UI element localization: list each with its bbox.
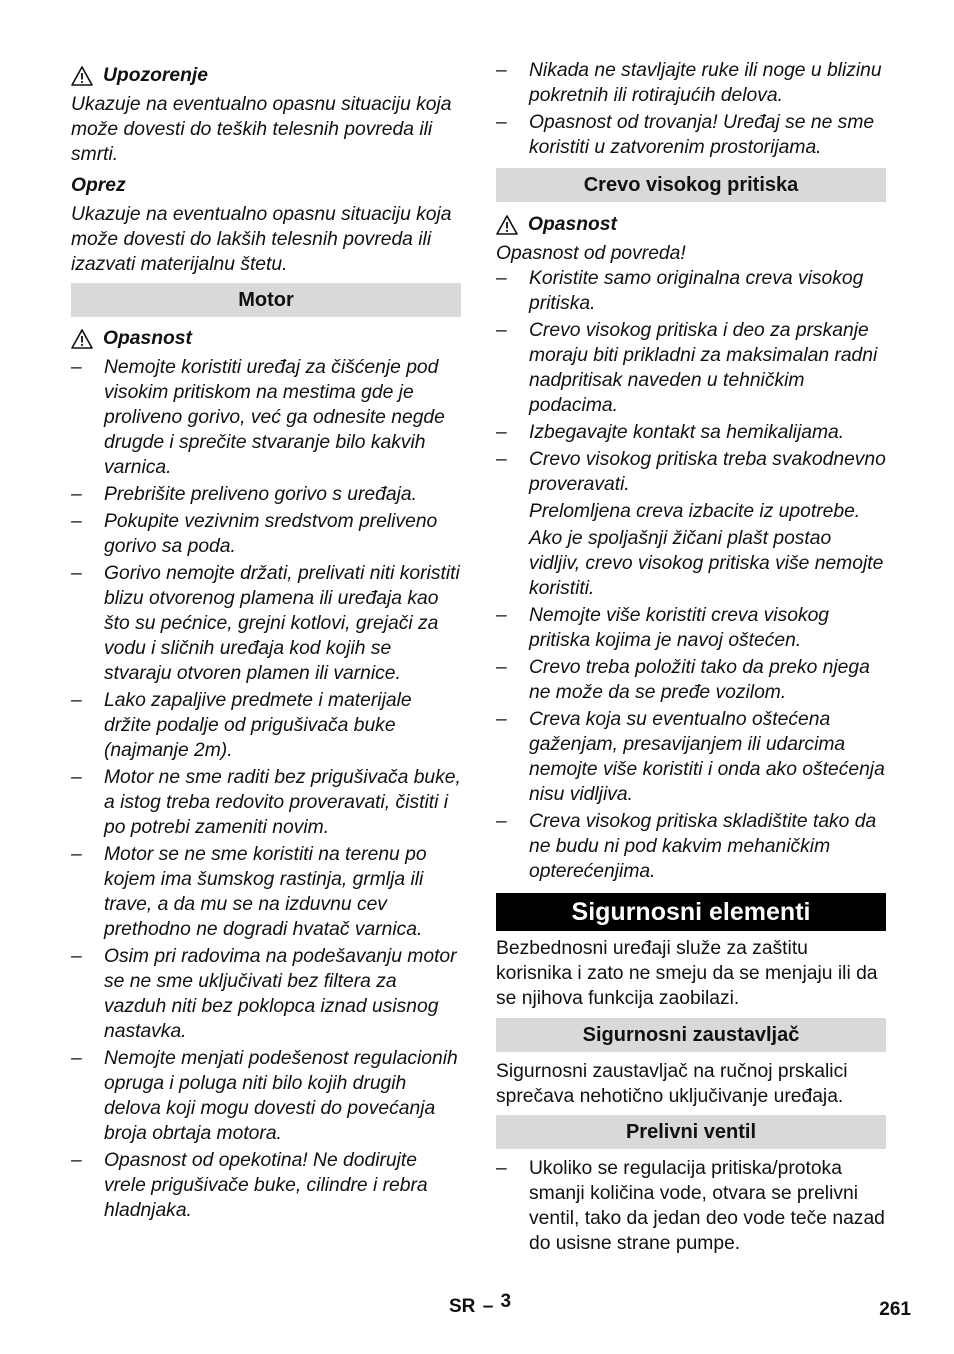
list-dash: – [71, 946, 82, 967]
list-dash: – [71, 563, 82, 584]
list-item [496, 58, 886, 108]
list-dash: – [496, 422, 507, 443]
list-item [496, 603, 886, 653]
list-item [71, 482, 461, 507]
list-item-text: Opasnost od trovanja! Uređaj se ne sme koristiti u zatvorenim prostorijama. [529, 112, 875, 158]
list-item [71, 765, 461, 840]
list-item-text: Creva koja su eventualno oštećena gaženjam, presavijanjem ili udarcima nemojte više koristiti i onda ako oštećenja nisu vidljiva. [529, 709, 885, 805]
list-dash: – [71, 357, 82, 378]
list-dash: – [71, 767, 82, 788]
motor-danger-heading [71, 326, 461, 351]
list-dash: – [496, 60, 507, 81]
left-column [71, 60, 461, 1223]
list-item-text: Nemojte menjati podešenost regulacionih opruga i poluga niti bilo kojih drugih delova koji mogu dovesti do povećanja broja obrtaja motora. [104, 1048, 458, 1144]
safety-section-title: Sigurnosni elementi [496, 893, 886, 931]
list-item-text: Osim pri radovima na podešavanju motor se ne sme uključivati bez filtera za vazduh niti bez poklopca iznad usisnog nastavka. [104, 946, 457, 1042]
hose-note-wire: Ako je spoljašnji žičani plašt postao vidljiv, crevo visokog pritiska više nemojte koristiti. [529, 528, 884, 599]
list-dash: – [496, 605, 507, 626]
list-item-text: Crevo visokog pritiska treba svakodnevno proveravati. [529, 449, 886, 495]
list-item [496, 447, 886, 497]
warning-triangle-icon [71, 329, 93, 349]
page-number: 261 [879, 1299, 911, 1320]
footer-section-label [449, 1291, 512, 1318]
list-item [496, 707, 886, 807]
list-item-text: Nemojte više koristiti creva visokog pritiska kojima je navoj oštećen. [529, 605, 830, 651]
safety-stop-text: Sigurnosni zaustavljač na ručnoj prskalici sprečava nehotično uključivanje uređaja. [496, 1061, 848, 1107]
list-dash: – [71, 844, 82, 865]
list-item-text: Motor ne sme raditi bez prigušivača buke, a istog treba redovito proveravati, čistiti i po potrebi zameniti novim. [104, 767, 461, 838]
list-dash: – [71, 1150, 82, 1171]
list-dash: – [496, 112, 507, 133]
list-item-text: Opasnost od opekotina! Ne dodirujte vrele prigušivače buke, cilindre i rebra hladnjaka. [104, 1150, 428, 1221]
list-item [496, 318, 886, 418]
list-dash: – [71, 690, 82, 711]
list-item [71, 355, 461, 480]
list-item [496, 655, 886, 705]
list-item-text: Crevo visokog pritiska i deo za prskanje moraju biti prikladni za maksimalan radni nadpritisak naveden u tehničkim podacima. [529, 320, 878, 416]
right-column [496, 60, 886, 1256]
list-item [71, 561, 461, 686]
list-dash: – [71, 511, 82, 532]
list-dash: – [496, 320, 507, 341]
list-dash: – [496, 449, 507, 470]
hose-list [496, 266, 886, 497]
list-item-text: Prebrišite preliveno gorivo s uređaja. [104, 484, 417, 505]
motor-danger-list [71, 355, 461, 1223]
safety-stop-header: Sigurnosni zaustavljač [496, 1018, 886, 1052]
list-item-text: Pokupite vezivnim sredstvom preliveno gorivo sa poda. [104, 511, 438, 557]
list-item [71, 944, 461, 1044]
list-item-text: Ukoliko se regulacija pritiska/protoka smanji količina vode, otvara se prelivni ventil, tako da jedan deo vode teče nazad do usisne strane pumpe. [529, 1158, 885, 1254]
warning-heading [71, 63, 461, 88]
list-dash: – [496, 1158, 507, 1179]
motor-section-header: Motor [71, 283, 461, 317]
warning-triangle-icon [71, 66, 93, 86]
list-item [496, 809, 886, 884]
list-item-text: Motor se ne sme koristiti na terenu po kojem ima šumskog rastinja, grmlja ili trave, a da mu se na izduvnu cev prethodno ne dogradi hvatač varnica. [104, 844, 427, 940]
footer-dash: – [482, 1296, 494, 1317]
list-item-text: Lako zapaljive predmete i materijale držite podalje od prigušivača buke (najmanje 2m). [104, 690, 412, 761]
motor-danger-title: Opasnost [103, 328, 192, 349]
list-item-text: Gorivo nemojte držati, prelivati niti koristiti blizu otvorenog plamena ili uređaja kao što su pećnice, grejni kotlovi, grejači za vodu i sličnih uređaja kod kojih se stvaraju otvoren plamen ili varnice. [104, 563, 460, 684]
hose-danger-intro: Opasnost od povreda! [496, 243, 686, 264]
list-dash: – [496, 811, 507, 832]
hose-danger-heading [496, 212, 886, 237]
moving-parts-list [496, 58, 886, 160]
list-item [71, 842, 461, 942]
list-dash: – [496, 709, 507, 730]
list-item-text: Nemojte koristiti uređaj za čišćenje pod visokim pritiskom na mestima gde je proliveno gorivo, već ga odnesite negde drugde i sprečite stvaranje bilo kakvih varnica. [104, 357, 445, 478]
hose-note-broken: Prelomljena creva izbacite iz upotrebe. [529, 501, 861, 522]
hose-danger-title: Opasnost [528, 214, 617, 235]
list-dash: – [71, 484, 82, 505]
overflow-valve-header: Prelivni ventil [496, 1115, 886, 1149]
list-item-text: Koristite samo originalna creva visokog pritiska. [529, 268, 864, 314]
list-item-text: Creva visokog pritiska skladištite tako da ne budu ni pod kakvim mehaničkim opterećenjima. [529, 811, 877, 882]
list-item [71, 1148, 461, 1223]
list-item [496, 110, 886, 160]
caution-text: Ukazuje na eventualno opasnu situaciju koja može dovesti do lakših telesnih povreda ili izazvati materijalnu štetu. [71, 204, 452, 275]
caution-title: Oprez [71, 175, 126, 196]
list-item [496, 420, 886, 445]
list-item [71, 1046, 461, 1146]
list-item [496, 1156, 886, 1256]
warning-text: Ukazuje na eventualno opasnu situaciju koja može dovesti do teških telesnih povreda ili smrti. [71, 94, 452, 165]
list-item-text: Izbegavajte kontakt sa hemikalijama. [529, 422, 845, 443]
list-dash: – [496, 657, 507, 678]
footer-section-num: 3 [500, 1291, 512, 1312]
overflow-valve-list [496, 1156, 886, 1256]
warning-title: Upozorenje [103, 65, 208, 86]
list-dash: – [71, 1048, 82, 1069]
list-item [496, 266, 886, 316]
list-item [71, 509, 461, 559]
warning-triangle-icon [496, 215, 518, 235]
hose-list-continued [496, 603, 886, 884]
list-item-text: Nikada ne stavljajte ruke ili noge u blizinu pokretnih ili rotirajućih delova. [529, 60, 882, 106]
hose-section-header: Crevo visokog pritiska [496, 168, 886, 202]
list-item-text: Crevo treba položiti tako da preko njega ne može da se pređe vozilom. [529, 657, 870, 703]
list-item [71, 688, 461, 763]
footer-lang: SR [449, 1296, 476, 1317]
list-dash: – [496, 268, 507, 289]
safety-text: Bezbednosni uređaji služe za zaštitu korisnika i zato ne smeju da se menjaju ili da se njihova funkcija zaobilazi. [496, 938, 878, 1009]
